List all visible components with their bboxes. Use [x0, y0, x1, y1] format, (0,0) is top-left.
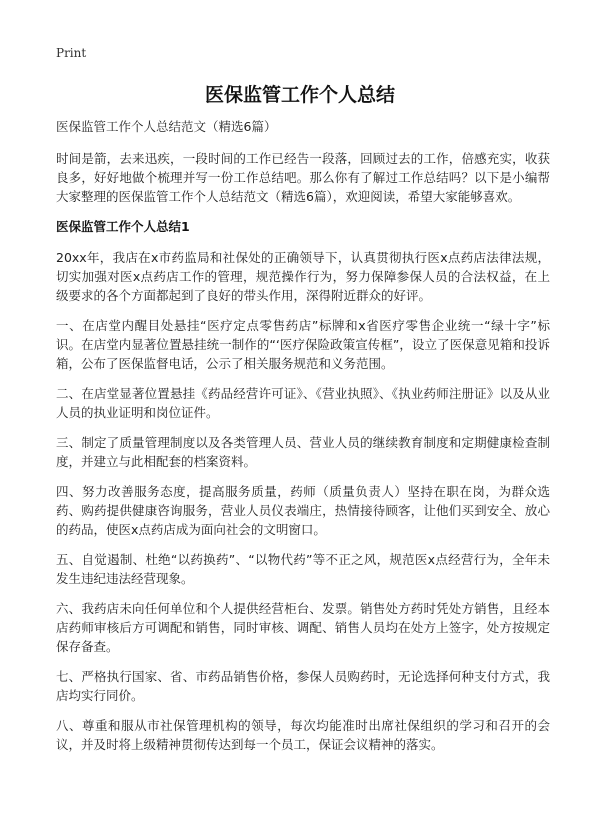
document-subtitle: 医保监管工作个人总结范文（精选6篇）: [56, 119, 277, 134]
paragraph-8: 八、尊重和服从市社保管理机构的领导，每次均能准时出席社保组织的学习和召开的会议，并及时将上级精神贯彻传达到每一个员工，保证会议精神的落实。: [56, 718, 550, 752]
section-heading: 医保监管工作个人总结1: [56, 219, 190, 234]
paragraph-3: 三、制定了质量管理制度以及各类管理人员、营业人员的继续教育制度和定期健康检查制度，并建立与此相配套的档案资料。: [56, 435, 550, 469]
paragraph-5: 五、自觉遏制、杜绝“以药换药”、“以物代药”等不正之风，规范医x点经营行为，全年未发生违纪违法经营现象。: [56, 552, 550, 586]
paragraph-0: 20xx年，我店在x市药监局和社保处的正确领导下，认真贯彻执行医x点药店法律法规，切实加强对医x点药店工作的管理，规范操作行为，努力保障参保人员的合法权益，在上级要求的各个方面都起到了良好的带头作用，深得附近群众的好评。: [56, 250, 550, 303]
print-label[interactable]: Print: [56, 46, 87, 60]
document-body: [56, 117, 550, 765]
paragraph-7: 七、严格执行国家、省、市药品销售价格，参保人员购药时，无论选择何种支付方式，我店均实行同价。: [56, 669, 550, 703]
paragraph-4: 四、努力改善服务态度，提高服务质量，药师（质量负责人）坚持在职在岗，为群众选药、购药提供健康咨询服务，营业人员仪表端庄，热情接待顾客，让他们买到安全、放心的药品，使医x点药店成为面向社会的文明窗口。: [56, 484, 550, 537]
intro-paragraph: 时间是箭，去来迅疾，一段时间的工作已经告一段落，回顾过去的工作，倍感充实，收获良多，好好地做个梳理并写一份工作总结吧。那么你有了解过工作总结吗？以下是小编帮大家整理的医保监管工作个人总结范文（精选6篇），欢迎阅读，希望大家能够喜欢。: [56, 151, 550, 204]
paragraph-6: 六、我药店未向任何单位和个人提供经营柜台、发票。销售处方药时凭处方销售，且经本店药师审核后方可调配和销售，同时审核、调配、销售人员均在处方上签字，处方按规定保存备查。: [56, 601, 550, 654]
document-title: 医保监管工作个人总结: [204, 84, 395, 106]
paragraph-2: 二、在店堂显著位置悬挂《药品经营许可证》、《营业执照》、《执业药师注册证》以及从业人员的执业证明和岗位证件。: [56, 386, 550, 420]
paragraph-1: 一、在店堂内醒目处悬挂“医疗定点零售药店”标牌和x省医疗零售企业统一“绿十字”标识。在店堂内显著位置悬挂统一制作的“‘医疗保险政策宣传框”，设立了医保意见箱和投诉箱，公布了医保监督电话，公示了相关服务规范和义务范围。: [56, 318, 550, 371]
